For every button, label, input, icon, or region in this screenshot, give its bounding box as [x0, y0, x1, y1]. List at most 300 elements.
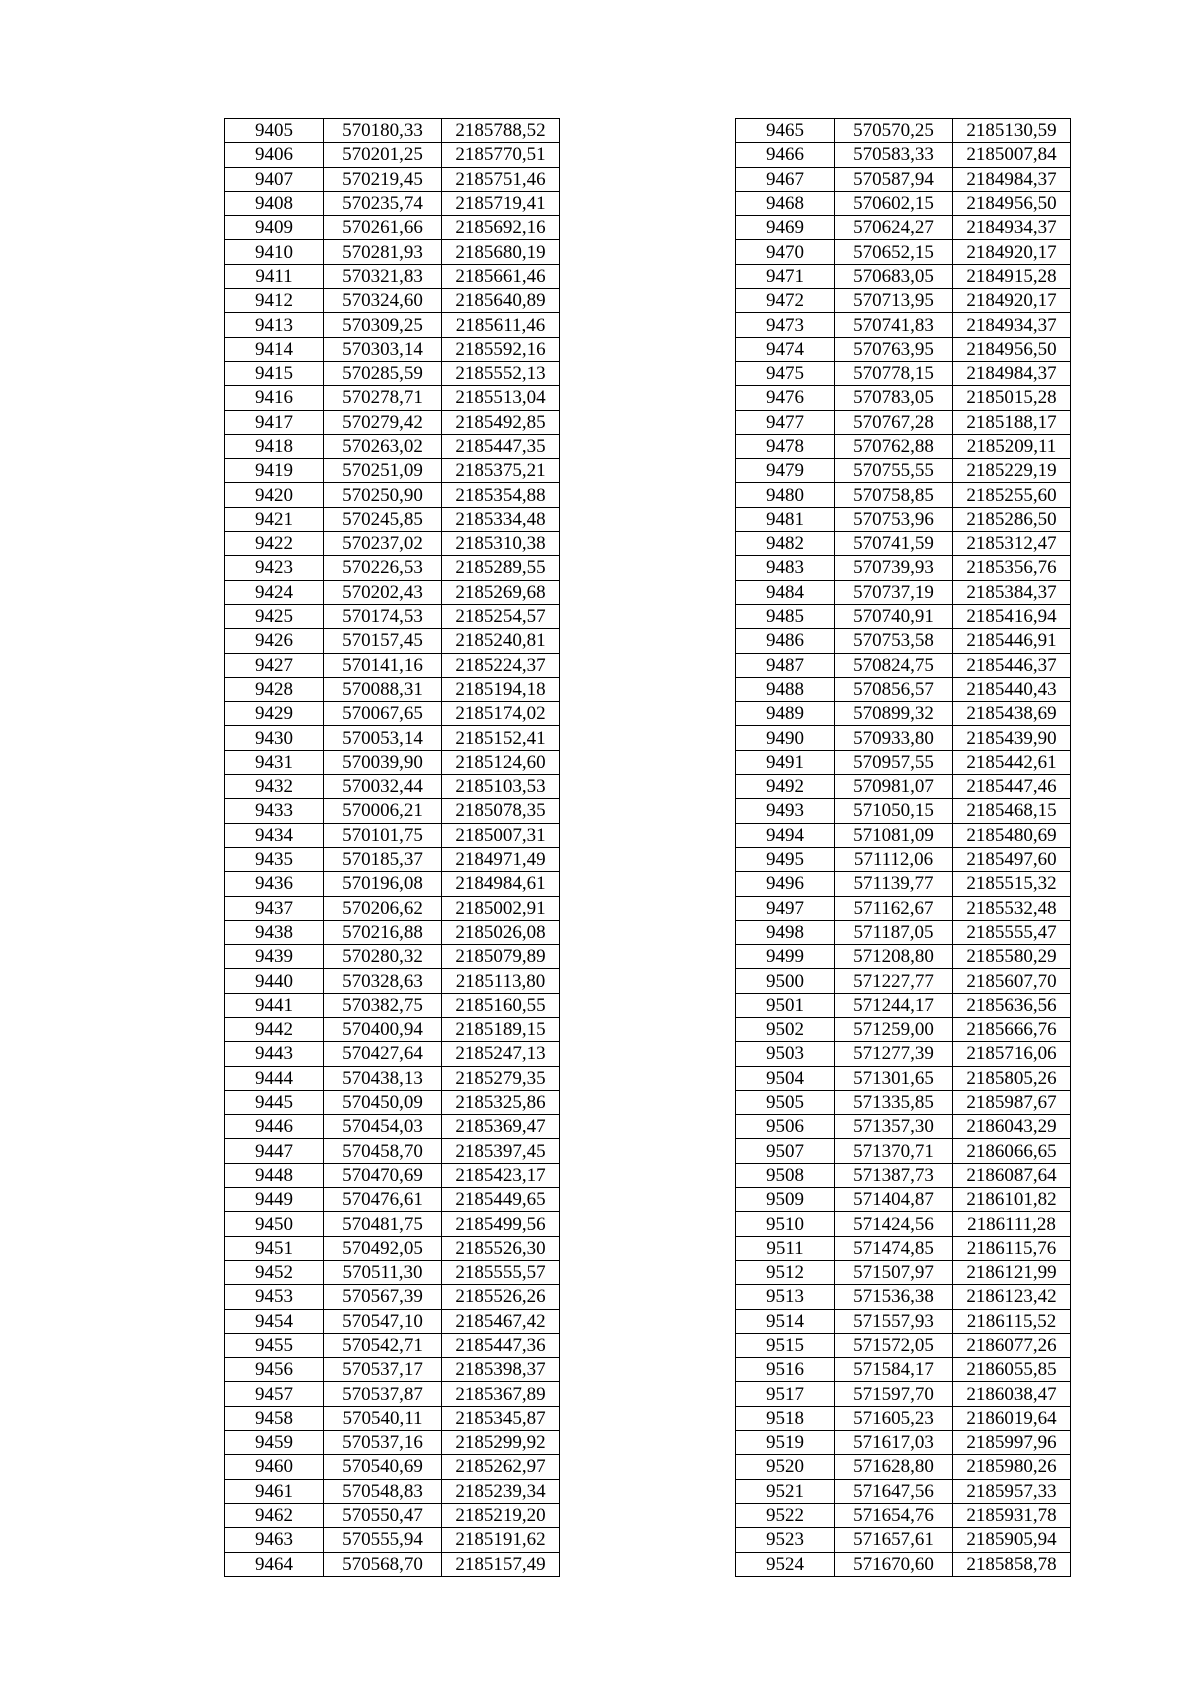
y-coordinate-cell: 2185447,36	[442, 1333, 560, 1357]
table-row	[225, 823, 560, 847]
point-number-cell: 9452	[225, 1260, 324, 1284]
table-row	[736, 337, 1071, 361]
x-coordinate-cell: 570201,25	[324, 143, 442, 167]
x-coordinate-cell: 570006,21	[324, 799, 442, 823]
y-coordinate-cell: 2185262,97	[442, 1455, 560, 1479]
y-coordinate-cell: 2185480,69	[953, 823, 1071, 847]
x-coordinate-cell: 570537,17	[324, 1358, 442, 1382]
point-number-cell: 9509	[736, 1188, 835, 1212]
table-row	[225, 556, 560, 580]
y-coordinate-cell: 2185997,96	[953, 1431, 1071, 1455]
x-coordinate-cell: 570540,69	[324, 1455, 442, 1479]
y-coordinate-cell: 2185369,47	[442, 1115, 560, 1139]
y-coordinate-cell: 2185980,26	[953, 1455, 1071, 1479]
point-number-cell: 9457	[225, 1382, 324, 1406]
point-number-cell: 9445	[225, 1090, 324, 1114]
y-coordinate-cell: 2185788,52	[442, 119, 560, 143]
y-coordinate-cell: 2186087,64	[953, 1163, 1071, 1187]
table-row	[736, 580, 1071, 604]
point-number-cell: 9439	[225, 945, 324, 969]
y-coordinate-cell: 2184915,28	[953, 264, 1071, 288]
table-row	[736, 483, 1071, 507]
point-number-cell: 9455	[225, 1333, 324, 1357]
point-number-cell: 9511	[736, 1236, 835, 1260]
table-row	[736, 191, 1071, 215]
table-row	[736, 823, 1071, 847]
y-coordinate-cell: 2185354,88	[442, 483, 560, 507]
x-coordinate-cell: 570753,96	[835, 507, 953, 531]
table-row	[225, 1017, 560, 1041]
x-coordinate-cell: 570309,25	[324, 313, 442, 337]
x-coordinate-cell: 571657,61	[835, 1528, 953, 1552]
point-number-cell: 9466	[736, 143, 835, 167]
table-row	[225, 216, 560, 240]
y-coordinate-cell: 2186115,52	[953, 1309, 1071, 1333]
y-coordinate-cell: 2185580,29	[953, 945, 1071, 969]
table-row	[225, 1163, 560, 1187]
x-coordinate-cell: 570281,93	[324, 240, 442, 264]
x-coordinate-cell: 571536,38	[835, 1285, 953, 1309]
table-row	[225, 1236, 560, 1260]
x-coordinate-cell: 570548,83	[324, 1479, 442, 1503]
y-coordinate-cell: 2184984,37	[953, 361, 1071, 385]
table-row	[225, 872, 560, 896]
point-number-cell: 9462	[225, 1503, 324, 1527]
y-coordinate-cell: 2185157,49	[442, 1552, 560, 1576]
x-coordinate-cell: 570981,07	[835, 775, 953, 799]
point-number-cell: 9429	[225, 702, 324, 726]
table-body	[225, 119, 560, 1577]
x-coordinate-cell: 570250,90	[324, 483, 442, 507]
table-row	[736, 1358, 1071, 1382]
point-number-cell: 9461	[225, 1479, 324, 1503]
point-number-cell: 9416	[225, 386, 324, 410]
point-number-cell: 9465	[736, 119, 835, 143]
point-number-cell: 9411	[225, 264, 324, 288]
y-coordinate-cell: 2185160,55	[442, 993, 560, 1017]
x-coordinate-cell: 570454,03	[324, 1115, 442, 1139]
x-coordinate-cell: 570450,09	[324, 1090, 442, 1114]
x-coordinate-cell: 571628,80	[835, 1455, 953, 1479]
point-number-cell: 9516	[736, 1358, 835, 1382]
point-number-cell: 9501	[736, 993, 835, 1017]
table-row	[736, 216, 1071, 240]
y-coordinate-cell: 2185026,08	[442, 920, 560, 944]
point-number-cell: 9420	[225, 483, 324, 507]
x-coordinate-cell: 570245,85	[324, 507, 442, 531]
point-number-cell: 9497	[736, 896, 835, 920]
point-number-cell: 9475	[736, 361, 835, 385]
point-number-cell: 9451	[225, 1236, 324, 1260]
x-coordinate-cell: 571557,93	[835, 1309, 953, 1333]
x-coordinate-cell: 571605,23	[835, 1406, 953, 1430]
point-number-cell: 9408	[225, 191, 324, 215]
x-coordinate-cell: 571474,85	[835, 1236, 953, 1260]
point-number-cell: 9419	[225, 459, 324, 483]
point-number-cell: 9524	[736, 1552, 835, 1576]
y-coordinate-cell: 2186019,64	[953, 1406, 1071, 1430]
table-row	[736, 775, 1071, 799]
y-coordinate-cell: 2185661,46	[442, 264, 560, 288]
table-row	[225, 629, 560, 653]
table-row	[225, 1479, 560, 1503]
point-number-cell: 9483	[736, 556, 835, 580]
y-coordinate-cell: 2185310,38	[442, 532, 560, 556]
y-coordinate-cell: 2185552,13	[442, 361, 560, 385]
x-coordinate-cell: 570235,74	[324, 191, 442, 215]
table-row	[736, 1333, 1071, 1357]
y-coordinate-cell: 2185858,78	[953, 1552, 1071, 1576]
table-row	[736, 386, 1071, 410]
y-coordinate-cell: 2184934,37	[953, 313, 1071, 337]
y-coordinate-cell: 2185446,37	[953, 653, 1071, 677]
x-coordinate-cell: 570088,31	[324, 677, 442, 701]
x-coordinate-cell: 570278,71	[324, 386, 442, 410]
table-row	[736, 1236, 1071, 1260]
x-coordinate-cell: 570737,19	[835, 580, 953, 604]
x-coordinate-cell: 571208,80	[835, 945, 953, 969]
point-number-cell: 9409	[225, 216, 324, 240]
x-coordinate-cell: 571335,85	[835, 1090, 953, 1114]
x-coordinate-cell: 570196,08	[324, 872, 442, 896]
x-coordinate-cell: 570587,94	[835, 167, 953, 191]
y-coordinate-cell: 2185449,65	[442, 1188, 560, 1212]
coordinates-table-left	[224, 118, 560, 1577]
y-coordinate-cell: 2185611,46	[442, 313, 560, 337]
x-coordinate-cell: 570741,59	[835, 532, 953, 556]
table-row	[225, 799, 560, 823]
y-coordinate-cell: 2185640,89	[442, 289, 560, 313]
point-number-cell: 9485	[736, 604, 835, 628]
table-row	[736, 1066, 1071, 1090]
x-coordinate-cell: 570492,05	[324, 1236, 442, 1260]
table-row	[736, 1528, 1071, 1552]
x-coordinate-cell: 570550,47	[324, 1503, 442, 1527]
y-coordinate-cell: 2185345,87	[442, 1406, 560, 1430]
table-row	[225, 920, 560, 944]
point-number-cell: 9518	[736, 1406, 835, 1430]
y-coordinate-cell: 2186077,26	[953, 1333, 1071, 1357]
y-coordinate-cell: 2185194,18	[442, 677, 560, 701]
y-coordinate-cell: 2185289,55	[442, 556, 560, 580]
x-coordinate-cell: 570755,55	[835, 459, 953, 483]
point-number-cell: 9435	[225, 847, 324, 871]
x-coordinate-cell: 570763,95	[835, 337, 953, 361]
y-coordinate-cell: 2185269,68	[442, 580, 560, 604]
point-number-cell: 9479	[736, 459, 835, 483]
y-coordinate-cell: 2185191,62	[442, 1528, 560, 1552]
point-number-cell: 9456	[225, 1358, 324, 1382]
point-number-cell: 9438	[225, 920, 324, 944]
point-number-cell: 9482	[736, 532, 835, 556]
table-row	[225, 386, 560, 410]
x-coordinate-cell: 571244,17	[835, 993, 953, 1017]
y-coordinate-cell: 2185442,61	[953, 750, 1071, 774]
point-number-cell: 9502	[736, 1017, 835, 1041]
x-coordinate-cell: 571112,06	[835, 847, 953, 871]
point-number-cell: 9422	[225, 532, 324, 556]
table-row	[225, 337, 560, 361]
table-row	[736, 945, 1071, 969]
point-number-cell: 9474	[736, 337, 835, 361]
table-row	[225, 1309, 560, 1333]
point-number-cell: 9407	[225, 167, 324, 191]
point-number-cell: 9504	[736, 1066, 835, 1090]
table-row	[736, 799, 1071, 823]
x-coordinate-cell: 570537,87	[324, 1382, 442, 1406]
table-row	[225, 459, 560, 483]
x-coordinate-cell: 571617,03	[835, 1431, 953, 1455]
y-coordinate-cell: 2185526,26	[442, 1285, 560, 1309]
y-coordinate-cell: 2184956,50	[953, 191, 1071, 215]
y-coordinate-cell: 2185592,16	[442, 337, 560, 361]
y-coordinate-cell: 2185492,85	[442, 410, 560, 434]
table-row	[736, 847, 1071, 871]
y-coordinate-cell: 2185002,91	[442, 896, 560, 920]
x-coordinate-cell: 570899,32	[835, 702, 953, 726]
y-coordinate-cell: 2185299,92	[442, 1431, 560, 1455]
table-row	[736, 1309, 1071, 1333]
point-number-cell: 9505	[736, 1090, 835, 1114]
point-number-cell: 9459	[225, 1431, 324, 1455]
x-coordinate-cell: 570741,83	[835, 313, 953, 337]
y-coordinate-cell: 2185174,02	[442, 702, 560, 726]
y-coordinate-cell: 2185219,20	[442, 1503, 560, 1527]
table-row	[736, 434, 1071, 458]
x-coordinate-cell: 570261,66	[324, 216, 442, 240]
x-coordinate-cell: 570101,75	[324, 823, 442, 847]
x-coordinate-cell: 570542,71	[324, 1333, 442, 1357]
y-coordinate-cell: 2185513,04	[442, 386, 560, 410]
y-coordinate-cell: 2185905,94	[953, 1528, 1071, 1552]
y-coordinate-cell: 2185078,35	[442, 799, 560, 823]
y-coordinate-cell: 2185007,84	[953, 143, 1071, 167]
table-row	[225, 167, 560, 191]
y-coordinate-cell: 2185957,33	[953, 1479, 1071, 1503]
table-row	[736, 361, 1071, 385]
y-coordinate-cell: 2185229,19	[953, 459, 1071, 483]
point-number-cell: 9453	[225, 1285, 324, 1309]
y-coordinate-cell: 2186101,82	[953, 1188, 1071, 1212]
point-number-cell: 9491	[736, 750, 835, 774]
y-coordinate-cell: 2184934,37	[953, 216, 1071, 240]
x-coordinate-cell: 570570,25	[835, 119, 953, 143]
x-coordinate-cell: 570219,45	[324, 167, 442, 191]
y-coordinate-cell: 2185103,53	[442, 775, 560, 799]
point-number-cell: 9508	[736, 1163, 835, 1187]
y-coordinate-cell: 2185515,32	[953, 872, 1071, 896]
x-coordinate-cell: 570202,43	[324, 580, 442, 604]
y-coordinate-cell: 2184920,17	[953, 240, 1071, 264]
x-coordinate-cell: 570957,55	[835, 750, 953, 774]
y-coordinate-cell: 2185680,19	[442, 240, 560, 264]
table-row	[736, 1406, 1071, 1430]
point-number-cell: 9478	[736, 434, 835, 458]
y-coordinate-cell: 2185805,26	[953, 1066, 1071, 1090]
y-coordinate-cell: 2185636,56	[953, 993, 1071, 1017]
y-coordinate-cell: 2186066,65	[953, 1139, 1071, 1163]
point-number-cell: 9467	[736, 167, 835, 191]
x-coordinate-cell: 570438,13	[324, 1066, 442, 1090]
x-coordinate-cell: 570753,58	[835, 629, 953, 653]
table-row	[225, 993, 560, 1017]
table-row	[225, 313, 560, 337]
point-number-cell: 9484	[736, 580, 835, 604]
point-number-cell: 9464	[225, 1552, 324, 1576]
x-coordinate-cell: 571370,71	[835, 1139, 953, 1163]
point-number-cell: 9443	[225, 1042, 324, 1066]
table-row	[225, 1528, 560, 1552]
table-row	[225, 1066, 560, 1090]
x-coordinate-cell: 570713,95	[835, 289, 953, 313]
x-coordinate-cell: 570778,15	[835, 361, 953, 385]
point-number-cell: 9442	[225, 1017, 324, 1041]
table-row	[736, 920, 1071, 944]
point-number-cell: 9469	[736, 216, 835, 240]
point-number-cell: 9454	[225, 1309, 324, 1333]
x-coordinate-cell: 571584,17	[835, 1358, 953, 1382]
point-number-cell: 9432	[225, 775, 324, 799]
table-row	[736, 1260, 1071, 1284]
y-coordinate-cell: 2185987,67	[953, 1090, 1071, 1114]
table-row	[225, 1503, 560, 1527]
x-coordinate-cell: 570652,15	[835, 240, 953, 264]
x-coordinate-cell: 570157,45	[324, 629, 442, 653]
y-coordinate-cell: 2186043,29	[953, 1115, 1071, 1139]
x-coordinate-cell: 571050,15	[835, 799, 953, 823]
table-row	[225, 847, 560, 871]
table-row	[736, 507, 1071, 531]
y-coordinate-cell: 2185397,45	[442, 1139, 560, 1163]
x-coordinate-cell: 571277,39	[835, 1042, 953, 1066]
point-number-cell: 9410	[225, 240, 324, 264]
point-number-cell: 9458	[225, 1406, 324, 1430]
y-coordinate-cell: 2185499,56	[442, 1212, 560, 1236]
point-number-cell: 9496	[736, 872, 835, 896]
table-row	[736, 1212, 1071, 1236]
y-coordinate-cell: 2185255,60	[953, 483, 1071, 507]
point-number-cell: 9441	[225, 993, 324, 1017]
y-coordinate-cell: 2185532,48	[953, 896, 1071, 920]
y-coordinate-cell: 2185416,94	[953, 604, 1071, 628]
table-row	[225, 1552, 560, 1576]
point-number-cell: 9460	[225, 1455, 324, 1479]
point-number-cell: 9447	[225, 1139, 324, 1163]
y-coordinate-cell: 2185152,41	[442, 726, 560, 750]
x-coordinate-cell: 570321,83	[324, 264, 442, 288]
x-coordinate-cell: 570324,60	[324, 289, 442, 313]
x-coordinate-cell: 570602,15	[835, 191, 953, 215]
point-number-cell: 9517	[736, 1382, 835, 1406]
table-row	[736, 872, 1071, 896]
y-coordinate-cell: 2186123,42	[953, 1285, 1071, 1309]
x-coordinate-cell: 571081,09	[835, 823, 953, 847]
x-coordinate-cell: 571572,05	[835, 1333, 953, 1357]
y-coordinate-cell: 2185209,11	[953, 434, 1071, 458]
y-coordinate-cell: 2185113,80	[442, 969, 560, 993]
table-row	[225, 969, 560, 993]
x-coordinate-cell: 570053,14	[324, 726, 442, 750]
table-row	[736, 167, 1071, 191]
x-coordinate-cell: 570039,90	[324, 750, 442, 774]
y-coordinate-cell: 2185384,37	[953, 580, 1071, 604]
table-row	[225, 119, 560, 143]
y-coordinate-cell: 2185189,15	[442, 1017, 560, 1041]
y-coordinate-cell: 2185334,48	[442, 507, 560, 531]
y-coordinate-cell: 2186055,85	[953, 1358, 1071, 1382]
table-row	[736, 240, 1071, 264]
point-number-cell: 9503	[736, 1042, 835, 1066]
point-number-cell: 9523	[736, 1528, 835, 1552]
x-coordinate-cell: 571647,56	[835, 1479, 953, 1503]
point-number-cell: 9487	[736, 653, 835, 677]
point-number-cell: 9417	[225, 410, 324, 434]
x-coordinate-cell: 570824,75	[835, 653, 953, 677]
point-number-cell: 9480	[736, 483, 835, 507]
y-coordinate-cell: 2185439,90	[953, 726, 1071, 750]
point-number-cell: 9498	[736, 920, 835, 944]
point-number-cell: 9468	[736, 191, 835, 215]
point-number-cell: 9489	[736, 702, 835, 726]
table-row	[736, 143, 1071, 167]
x-coordinate-cell: 570540,11	[324, 1406, 442, 1430]
point-number-cell: 9433	[225, 799, 324, 823]
point-number-cell: 9426	[225, 629, 324, 653]
table-row	[225, 1042, 560, 1066]
point-number-cell: 9446	[225, 1115, 324, 1139]
table-row	[225, 410, 560, 434]
y-coordinate-cell: 2185770,51	[442, 143, 560, 167]
y-coordinate-cell: 2184984,37	[953, 167, 1071, 191]
y-coordinate-cell: 2186038,47	[953, 1382, 1071, 1406]
point-number-cell: 9424	[225, 580, 324, 604]
table-row	[225, 1358, 560, 1382]
y-coordinate-cell: 2185468,15	[953, 799, 1071, 823]
table-row	[225, 580, 560, 604]
point-number-cell: 9414	[225, 337, 324, 361]
point-number-cell: 9444	[225, 1066, 324, 1090]
table-row	[736, 289, 1071, 313]
table-row	[736, 629, 1071, 653]
x-coordinate-cell: 570547,10	[324, 1309, 442, 1333]
table-row	[736, 604, 1071, 628]
table-row	[736, 896, 1071, 920]
point-number-cell: 9427	[225, 653, 324, 677]
x-coordinate-cell: 570511,30	[324, 1260, 442, 1284]
point-number-cell: 9473	[736, 313, 835, 337]
table-row	[736, 969, 1071, 993]
y-coordinate-cell: 2185423,17	[442, 1163, 560, 1187]
y-coordinate-cell: 2185130,59	[953, 119, 1071, 143]
x-coordinate-cell: 570226,53	[324, 556, 442, 580]
y-coordinate-cell: 2185467,42	[442, 1309, 560, 1333]
table-row	[225, 532, 560, 556]
point-number-cell: 9436	[225, 872, 324, 896]
y-coordinate-cell: 2186121,99	[953, 1260, 1071, 1284]
y-coordinate-cell: 2185224,37	[442, 653, 560, 677]
table-row	[736, 1115, 1071, 1139]
table-row	[225, 750, 560, 774]
x-coordinate-cell: 570683,05	[835, 264, 953, 288]
x-coordinate-cell: 571227,77	[835, 969, 953, 993]
table-row	[736, 410, 1071, 434]
x-coordinate-cell: 570303,14	[324, 337, 442, 361]
point-number-cell: 9499	[736, 945, 835, 969]
point-number-cell: 9522	[736, 1503, 835, 1527]
point-number-cell: 9434	[225, 823, 324, 847]
point-number-cell: 9428	[225, 677, 324, 701]
x-coordinate-cell: 570216,88	[324, 920, 442, 944]
